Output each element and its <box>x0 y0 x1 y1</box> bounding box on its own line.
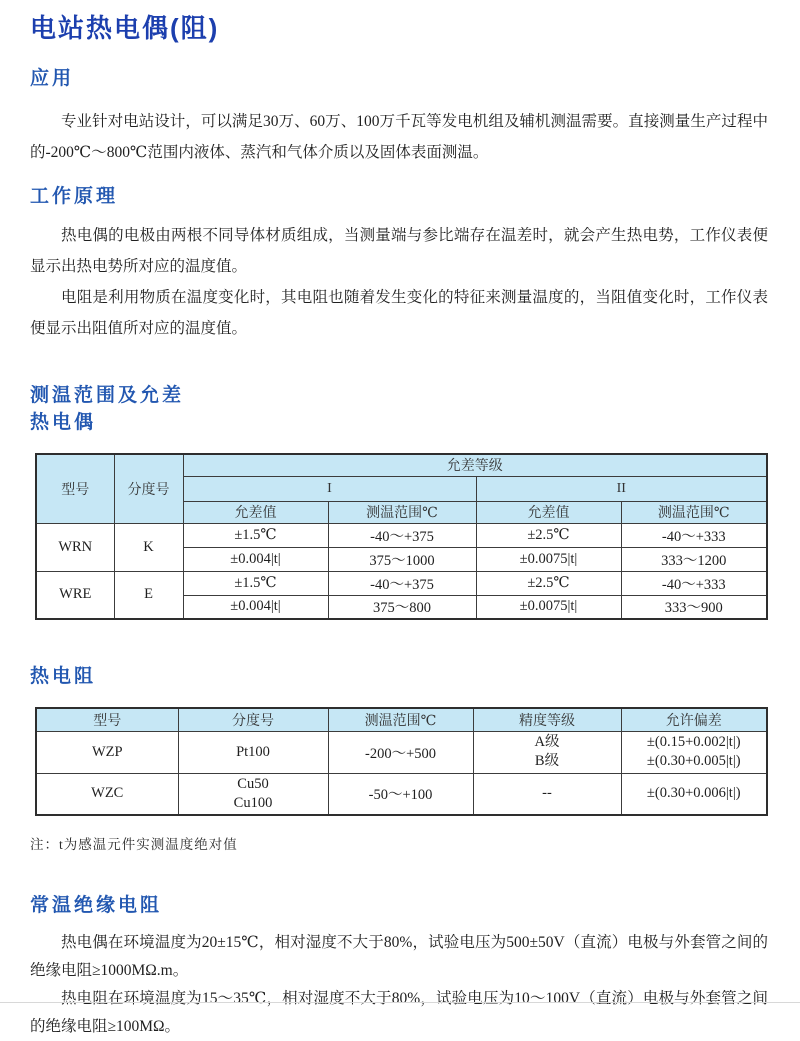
paragraph: 电阻是利用物质在温度变化时，其电阻也随着发生变化的特征来测量温度的，当阻值变化时，工作仪表便显示出阻值所对应的温度值。 <box>30 289 768 337</box>
cell-tolerance: ±2.5℃ <box>476 523 621 547</box>
th-accuracy-class: 精度等级 <box>473 708 621 731</box>
cell-tolerance: ±0.0075|t| <box>476 547 621 571</box>
cell-range: -40～+375 <box>328 571 476 595</box>
paragraph: 热电阻在环境温度为15～35℃，相对湿度不大于80%，试验电压为10～100V（直流）电极与外套管之间的绝缘电阻≥100MΩ。 <box>30 990 768 1035</box>
cell-deviation <box>621 731 767 773</box>
cell-line: ±(0.30+0.005|t|) <box>646 753 741 769</box>
th-temp-range: 测温范围℃ <box>328 708 473 731</box>
page-title: 电站热电偶(阻) <box>30 13 220 43</box>
rtd-table <box>35 707 768 816</box>
application-paragraphs <box>30 106 768 168</box>
paragraph: 热电偶在环境温度为20±15℃，相对湿度不大于80%，试验电压为500±50V（直流）电极与外套管之间的绝缘电阻≥1000MΩ.m。 <box>30 934 768 979</box>
cell-graduation: K <box>114 523 183 571</box>
cell-range: 375～800 <box>328 595 476 619</box>
th-class-2: II <box>476 476 767 501</box>
cell-accuracy <box>473 731 621 773</box>
heading-range-and-tolerance <box>30 382 768 436</box>
cell-line: ±(0.30+0.006|t|) <box>646 785 741 802</box>
th-tolerance-value: 允差值 <box>183 501 328 523</box>
cell-range: 333～900 <box>621 595 767 619</box>
table-row <box>36 773 767 815</box>
th-graduation: 分度号 <box>178 708 328 731</box>
th-temp-range: 测温范围℃ <box>621 501 767 523</box>
heading-working-principle: 工作原理 <box>30 186 119 207</box>
cell-range: -40～+333 <box>621 571 767 595</box>
th-tolerance-class: 允差等级 <box>183 454 767 476</box>
heading-insulation-resistance: 常温绝缘电阻 <box>30 895 163 916</box>
cell-line: Pt100 <box>236 743 270 760</box>
paragraph: 专业针对电站设计，可以满足30万、60万、100万千瓦等发电机组及辅机测温需要。直接测量生产过程中的-200℃～800℃范围内液体、蒸汽和气体介质以及固体表面测温。 <box>30 113 768 161</box>
cell-graduation <box>178 731 328 773</box>
cell-tolerance: ±0.0075|t| <box>476 595 621 619</box>
cell-deviation <box>621 773 767 815</box>
th-tolerance-value: 允差值 <box>476 501 621 523</box>
heading-thermocouple: 热电偶 <box>30 412 97 433</box>
th-allowed-deviation: 允许偏差 <box>621 708 767 731</box>
cell-line: A级 <box>534 734 560 750</box>
cell-range: -50～+100 <box>328 773 473 815</box>
th-class-1: I <box>183 476 476 501</box>
cell-line: B级 <box>534 753 560 769</box>
cell-tolerance: ±1.5℃ <box>183 571 328 595</box>
cell-range: 375～1000 <box>328 547 476 571</box>
thermocouple-table <box>35 453 768 620</box>
cell-accuracy <box>473 773 621 815</box>
cell-range: -200～+500 <box>328 731 473 773</box>
table-row <box>36 571 767 595</box>
cell-line: Cu50 <box>237 775 269 792</box>
cell-graduation: E <box>114 571 183 619</box>
cell-tolerance: ±0.004|t| <box>183 547 328 571</box>
th-temp-range: 测温范围℃ <box>328 501 476 523</box>
cell-tolerance: ±0.004|t| <box>183 595 328 619</box>
principle-paragraphs <box>30 220 768 344</box>
heading-range-line1: 测温范围及允差 <box>30 385 185 406</box>
table-footnote: 注：t为感温元件实测温度绝对值 <box>30 837 238 852</box>
heading-application: 应用 <box>30 68 75 89</box>
th-model: 型号 <box>36 454 114 523</box>
cell-range: -40～+333 <box>621 523 767 547</box>
heading-rtd: 热电阻 <box>30 666 97 687</box>
cell-tolerance: ±1.5℃ <box>183 523 328 547</box>
cell-graduation <box>178 773 328 815</box>
insulation-paragraphs <box>30 929 768 1041</box>
cell-model: WZP <box>36 731 178 773</box>
cell-tolerance: ±2.5℃ <box>476 571 621 595</box>
th-model: 型号 <box>36 708 178 731</box>
table-row <box>36 731 767 773</box>
paragraph: 热电偶的电极由两根不同导体材质组成，当测量端与参比端存在温差时，就会产生热电势，工作仪表便显示出热电势所对应的温度值。 <box>30 227 768 275</box>
th-graduation: 分度号 <box>114 454 183 523</box>
page-bottom-divider <box>0 1002 800 1003</box>
cell-model: WZC <box>36 773 178 815</box>
cell-model: WRE <box>36 571 114 619</box>
table-row <box>36 523 767 547</box>
cell-line: Cu100 <box>233 794 273 811</box>
cell-range: 333～1200 <box>621 547 767 571</box>
cell-line: -- <box>542 785 552 802</box>
cell-model: WRN <box>36 523 114 571</box>
cell-range: -40～+375 <box>328 523 476 547</box>
cell-line: ±(0.15+0.002|t|) <box>646 734 741 750</box>
